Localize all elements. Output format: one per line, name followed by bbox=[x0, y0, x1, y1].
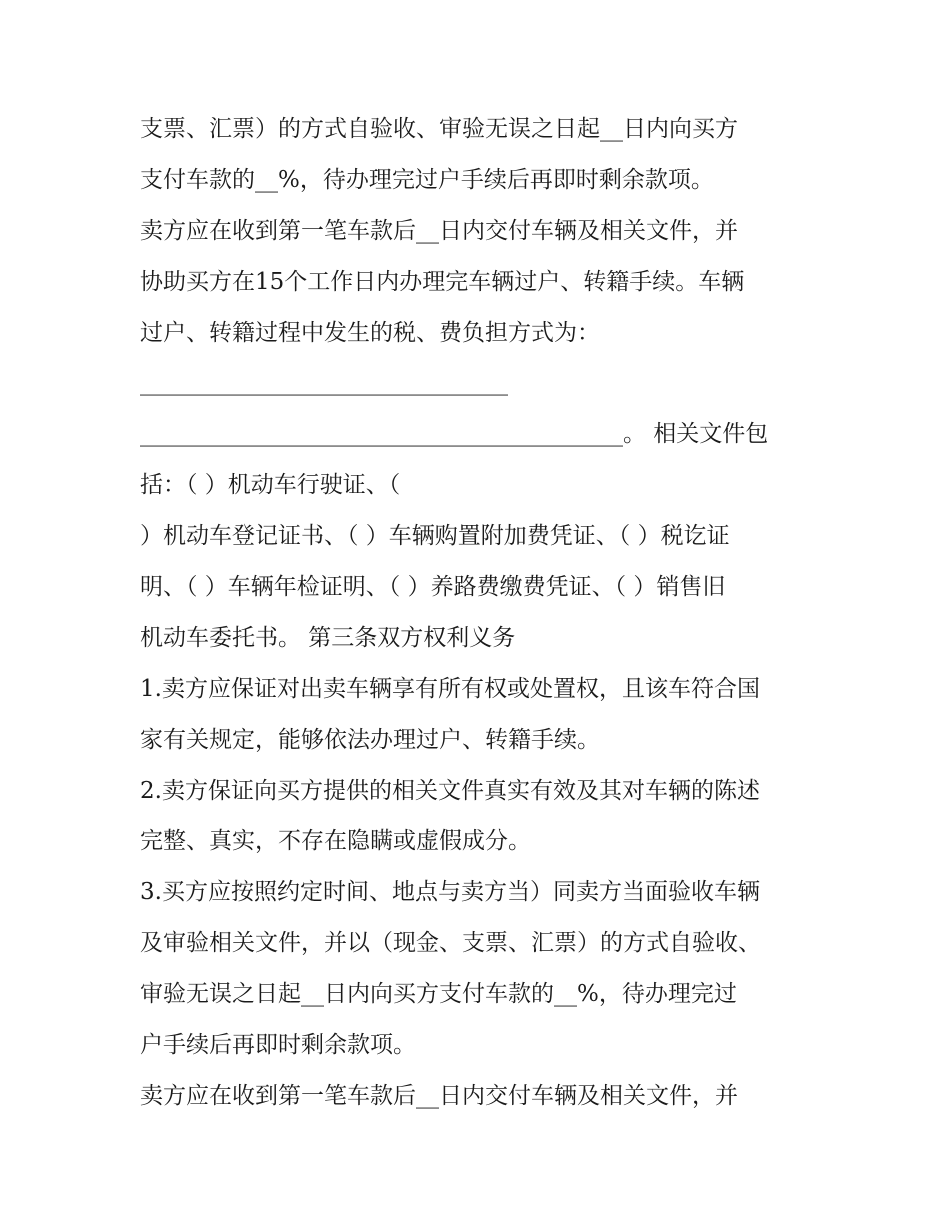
text-line: 及审验相关文件，并以（现金、支票、汇票）的方式自验收、 bbox=[140, 930, 761, 957]
text-line: 明、（ ）车辆年检证明、（ ）养路费缴费凭证、（ ）销售旧 bbox=[140, 574, 726, 601]
text-line: __________________________________________。 相关文件包 bbox=[140, 421, 769, 448]
text-line: 支票、汇票）的方式自验收、审验无误之日起__日内向买方 bbox=[140, 116, 738, 142]
text-line: 支付车款的__%，待办理完过户手续后再即时剩余款项。 bbox=[140, 166, 714, 193]
text-line: 协助买方在15个工作日内办理完车辆过户、转籍手续。车辆 bbox=[140, 268, 745, 295]
text-line: 家有关规定，能够依法办理过户、转籍手续。 bbox=[140, 726, 600, 753]
clause-3-line: 3.买方应按照约定时间、地点与卖方当）同卖方当面验收车辆 bbox=[140, 879, 760, 906]
blank-fill-line: ________________________________ bbox=[140, 370, 508, 397]
text-line: 户手续后再即时剩余款项。 bbox=[140, 1032, 416, 1059]
text-line: 括：（ ）机动车行驶证、（ bbox=[140, 472, 401, 499]
text-line: 完整、真实，不存在隐瞒或虚假成分。 bbox=[140, 828, 531, 855]
text-line: 卖方应在收到第一笔车款后__日内交付车辆及相关文件，并 bbox=[140, 1082, 738, 1109]
text-line: ）机动车登记证书、（ ）车辆购置附加费凭证、（ ）税讫证 bbox=[140, 523, 730, 550]
text-line: 审验无误之日起__日内向买方支付车款的__%，待办理完过 bbox=[140, 981, 737, 1008]
clause-2-line: 2.卖方保证向买方提供的相关文件真实有效及其对车辆的陈述 bbox=[140, 777, 760, 804]
text-line: 过户、转籍过程中发生的税、费负担方式为： bbox=[140, 319, 600, 346]
clause-1-line: 1.卖方应保证对出卖车辆享有所有权或处置权，且该车符合国 bbox=[140, 675, 760, 702]
section-heading-line: 机动车委托书。 第三条双方权利义务 bbox=[140, 624, 516, 651]
contract-text bbox=[140, 104, 820, 1122]
text-line: 卖方应在收到第一笔车款后__日内交付车辆及相关文件，并 bbox=[140, 217, 738, 244]
